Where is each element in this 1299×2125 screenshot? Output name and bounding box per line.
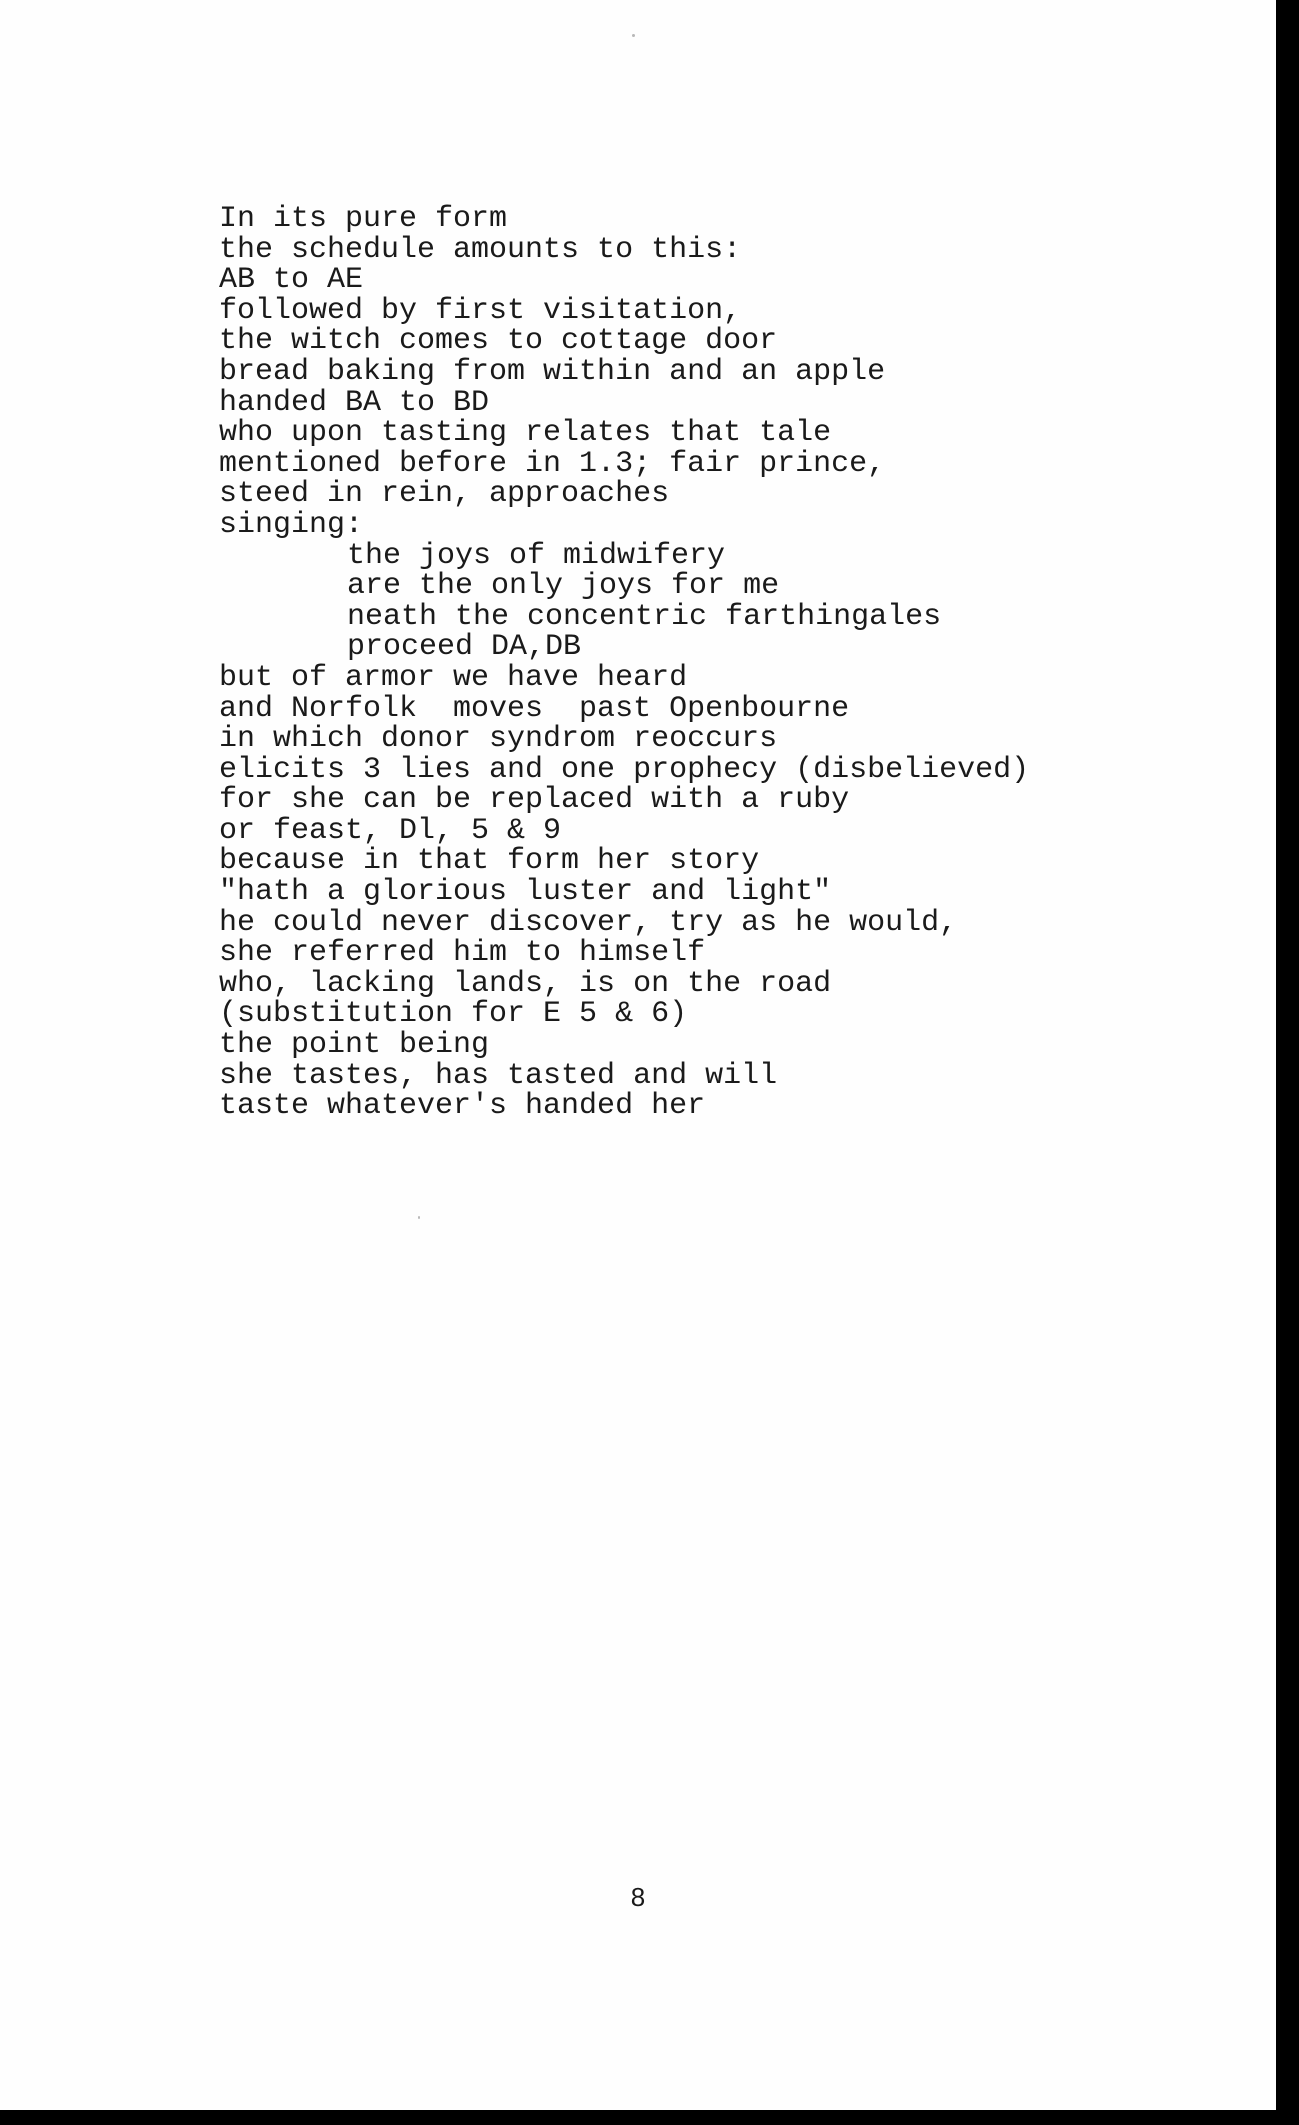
poem-line: the schedule amounts to this:	[219, 232, 742, 267]
poem-line: In its pure form	[219, 202, 508, 236]
poem-line: elicits 3 lies and one prophecy (disbelieved)	[219, 752, 1030, 787]
poem-line: she referred him to himself	[219, 936, 706, 971]
poem-line: followed by first visitation,	[219, 293, 742, 328]
poem-line: who upon tasting relates that tale	[219, 416, 832, 451]
page-number: 8	[630, 1882, 646, 1912]
poem-line: because in that form her story	[219, 844, 760, 879]
poem-line: steed in rein, approaches	[219, 477, 670, 512]
poem-line: for she can be replaced with a ruby	[219, 783, 850, 818]
poem-line: proceed DA,DB	[347, 630, 582, 665]
poem-line: "hath a glorious luster and light"	[219, 875, 832, 910]
poem-line: he could never discover, try as he would,	[219, 905, 958, 940]
scan-edge-right	[1276, 0, 1299, 2125]
poem-line: but of armor we have heard	[219, 660, 688, 695]
poem-line: are the only joys for me	[347, 569, 780, 604]
poem-line: the joys of midwifery	[347, 538, 726, 573]
poem-line: (substitution for E 5 & 6)	[219, 997, 688, 1032]
poem-line: she tastes, has tasted and will	[219, 1058, 778, 1093]
poem-line: and Norfolk moves past Openbourne	[219, 691, 850, 726]
poem-text	[219, 204, 1029, 1122]
poem-line: handed BA to BD	[219, 385, 490, 420]
poem-line: singing:	[219, 507, 364, 542]
poem-line: neath the concentric farthingales	[347, 599, 942, 634]
poem-line: or feast, Dl, 5 & 9	[219, 813, 562, 848]
poem-line: bread baking from within and an apple	[219, 354, 886, 389]
poem-line: mentioned before in 1.3; fair prince,	[219, 446, 886, 481]
paper-speck	[632, 34, 635, 37]
poem-line: the point being	[219, 1028, 490, 1063]
paper-speck	[418, 1216, 420, 1219]
poem-line: AB to AE	[219, 263, 364, 298]
poem-line: the witch comes to cottage door	[219, 324, 778, 359]
scan-edge-bottom	[0, 2110, 1299, 2125]
poem-line: who, lacking lands, is on the road	[219, 966, 832, 1001]
poem-line: in which donor syndrom reoccurs	[219, 722, 778, 757]
poem-line: taste whatever's handed her	[219, 1089, 706, 1124]
